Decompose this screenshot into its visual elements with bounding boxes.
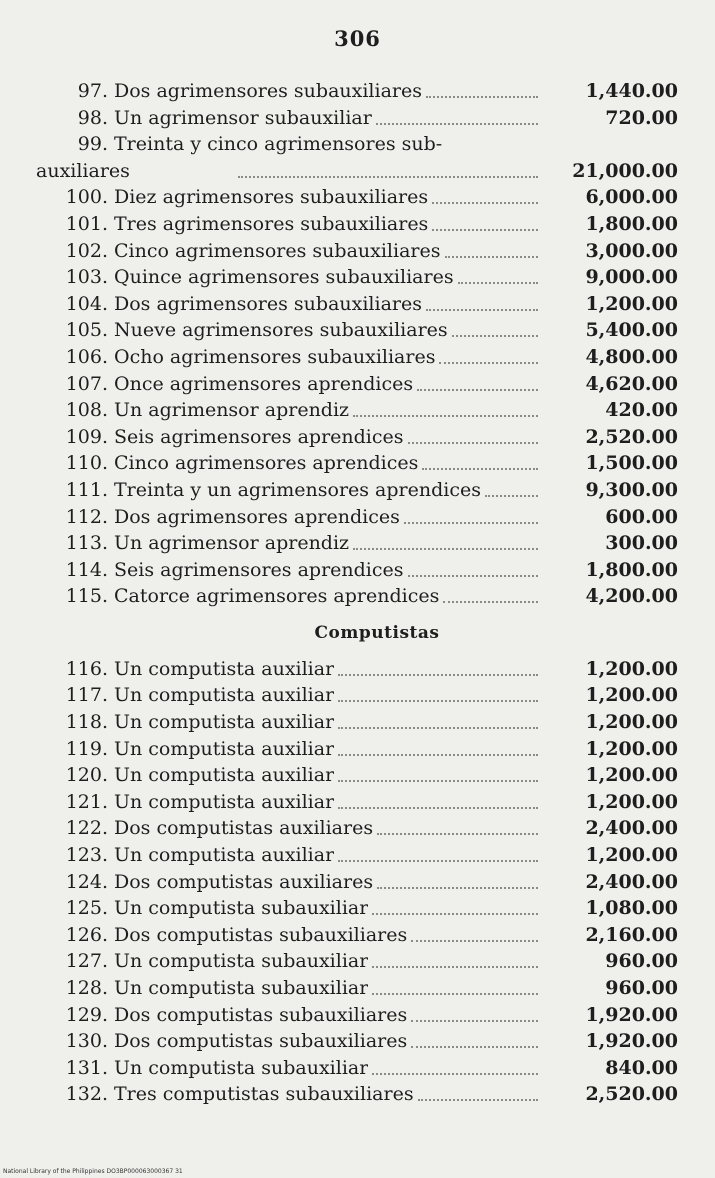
entry-number: 118. <box>65 711 108 734</box>
entry-amount: 1,800.00 <box>585 212 678 235</box>
entry-number: 104. <box>65 292 108 315</box>
entry-amount: 6,000.00 <box>585 186 678 209</box>
dot-leader <box>411 1020 538 1022</box>
dot-leader <box>417 389 538 391</box>
entry-description: Dos computistas subauxiliares <box>114 1003 408 1026</box>
entry-amount: 1,920.00 <box>585 1003 678 1026</box>
entry-description: Catorce agrimensores aprendices <box>114 585 440 608</box>
entry-description: Dos computistas auxiliares <box>114 870 374 893</box>
dot-leader <box>408 442 538 444</box>
entry-row <box>36 158 678 185</box>
entry-description: Dos agrimensores subauxiliares <box>114 80 422 102</box>
entry-description: Un computista auxiliar <box>114 684 335 707</box>
entry-amount: 1,920.00 <box>585 1030 678 1053</box>
entry-number: 129. <box>65 1003 108 1026</box>
entry-description: Un agrimensor aprendiz <box>114 532 350 555</box>
entry-amount: 1,200.00 <box>585 764 678 787</box>
entry-row <box>36 371 678 398</box>
entry-row <box>36 1002 678 1029</box>
entry-amount: 1,200.00 <box>585 711 678 734</box>
dot-leader <box>376 123 538 125</box>
entry-description: Un computista auxiliar <box>114 764 335 787</box>
entry-number: 108. <box>65 399 108 422</box>
entry-amount: 1,200.00 <box>585 790 678 813</box>
dot-leader <box>422 468 538 470</box>
entry-row <box>36 131 678 158</box>
entry-amount: 9,000.00 <box>585 266 678 289</box>
entry-amount: 4,800.00 <box>585 345 678 368</box>
entry-description: Un computista auxiliar <box>114 790 335 813</box>
entry-amount: 5,400.00 <box>585 319 678 342</box>
entry-number: 125. <box>65 897 108 920</box>
dot-leader <box>338 727 538 729</box>
entry-number: 109. <box>65 425 108 448</box>
entry-description: Quince agrimensores subauxiliares <box>114 266 454 289</box>
dot-leader <box>377 833 538 835</box>
entry-row <box>36 344 678 371</box>
dot-leader <box>238 176 538 178</box>
entry-number: 111. <box>65 478 108 501</box>
entry-row <box>36 291 678 318</box>
entry-amount: 1,200.00 <box>585 684 678 707</box>
entry-number: 131. <box>65 1056 108 1079</box>
dot-leader <box>485 495 538 497</box>
entry-row <box>36 709 678 736</box>
entry-amount: 1,800.00 <box>585 558 678 581</box>
dot-leader <box>338 780 538 782</box>
entry-description: Un computista auxiliar <box>114 657 335 680</box>
entry-description: Seis agrimensores aprendices <box>114 558 404 581</box>
dot-leader <box>432 202 538 204</box>
entry-description: Treinta y un agrimensores aprendices <box>114 478 481 501</box>
entry-number: 126. <box>65 923 108 946</box>
entry-amount: 600.00 <box>605 505 678 528</box>
entry-row <box>36 238 678 265</box>
entry-number: 120. <box>65 764 108 787</box>
entry-number: 122. <box>65 817 108 840</box>
dot-leader <box>377 887 538 889</box>
entry-row <box>36 1055 678 1082</box>
entry-row <box>36 424 678 451</box>
entry-amount: 720.00 <box>605 106 678 129</box>
dot-leader <box>338 700 538 702</box>
entry-number: 98. <box>77 106 108 129</box>
dot-leader <box>353 415 538 417</box>
dot-leader <box>338 754 538 756</box>
entry-amount: 2,520.00 <box>585 425 678 448</box>
dot-leader <box>372 913 538 915</box>
entry-row <box>36 1028 678 1055</box>
dot-leader <box>372 993 538 995</box>
scan-footer: National Library of the Philippines DO3BP000063000367 31 <box>3 1168 183 1175</box>
dot-leader <box>439 362 538 364</box>
entry-amount: 1,440.00 <box>585 80 678 102</box>
dot-leader <box>372 966 538 968</box>
entry-amount: 960.00 <box>605 950 678 973</box>
entry-row <box>36 530 678 557</box>
dot-leader <box>418 1099 538 1101</box>
entry-description: Cinco agrimensores subauxiliares <box>114 239 441 262</box>
entry-row <box>36 895 678 922</box>
entry-amount: 960.00 <box>605 977 678 999</box>
page-number: 306 <box>334 26 381 51</box>
dot-leader <box>338 860 538 862</box>
entry-amount: 3,000.00 <box>585 239 678 262</box>
dot-leader <box>338 674 538 676</box>
entry-row <box>36 736 678 763</box>
computista-entries <box>36 656 678 1108</box>
entry-row <box>36 789 678 816</box>
entry-row <box>36 184 678 211</box>
entry-number: 112. <box>65 505 108 528</box>
entry-description: Un computista subauxiliar <box>114 977 369 999</box>
entry-row <box>36 1081 678 1108</box>
entry-amount: 4,620.00 <box>585 372 678 395</box>
appropriation-list <box>36 78 678 1108</box>
entry-number: 130. <box>65 1030 108 1053</box>
entry-description: Seis agrimensores aprendices <box>114 425 404 448</box>
entry-description: Un computista subauxiliar <box>114 897 369 920</box>
entry-description: Nueve agrimensores subauxiliares <box>114 319 448 342</box>
entry-row <box>36 397 678 424</box>
dot-leader <box>445 256 538 258</box>
entry-row <box>36 762 678 789</box>
dot-leader <box>426 96 538 98</box>
entry-amount: 1,080.00 <box>585 897 678 920</box>
dot-leader <box>443 601 538 603</box>
dot-leader <box>353 548 538 550</box>
entry-row <box>36 477 678 504</box>
entry-description: Dos agrimensores aprendices <box>114 505 400 528</box>
entry-description: Ocho agrimensores subauxiliares <box>114 345 436 368</box>
entry-row <box>36 975 678 1002</box>
entry-amount: 4,200.00 <box>585 585 678 608</box>
entry-amount: 1,200.00 <box>585 737 678 760</box>
entry-number: 97. <box>77 80 108 102</box>
dot-leader <box>408 575 538 577</box>
entry-description: Un computista auxiliar <box>114 737 335 760</box>
entry-number: 106. <box>65 345 108 368</box>
entry-description: Un computista subauxiliar <box>114 950 369 973</box>
entry-row <box>36 815 678 842</box>
entry-description: Un agrimensor subauxiliar <box>114 106 372 129</box>
entry-description: Diez agrimensores subauxiliares <box>114 186 429 209</box>
entry-number: 100. <box>65 186 108 209</box>
entry-number: 119. <box>65 737 108 760</box>
entry-row <box>36 557 678 584</box>
entry-amount: 2,400.00 <box>585 870 678 893</box>
dot-leader <box>372 1073 538 1075</box>
dot-leader <box>338 807 538 809</box>
entry-amount: 9,300.00 <box>585 478 678 501</box>
dot-leader <box>452 335 538 337</box>
entry-number: 128. <box>65 977 108 999</box>
dot-leader <box>432 229 538 231</box>
entry-number: 103. <box>65 266 108 289</box>
entry-description: Un computista subauxiliar <box>114 1056 369 1079</box>
entry-row <box>36 450 678 477</box>
entry-number: 102. <box>65 239 108 262</box>
entry-number: 114. <box>65 558 108 581</box>
entry-description: auxiliares <box>36 159 130 182</box>
entry-number: 117. <box>65 684 108 707</box>
entry-row <box>36 842 678 869</box>
entry-amount: 2,400.00 <box>585 817 678 840</box>
entry-row <box>36 922 678 949</box>
entry-amount: 1,200.00 <box>585 844 678 867</box>
entry-row <box>36 504 678 531</box>
entry-amount: 2,520.00 <box>585 1083 678 1106</box>
dot-leader <box>411 940 538 942</box>
entry-number: 124. <box>65 870 108 893</box>
entry-amount: 1,500.00 <box>585 452 678 475</box>
entry-description: Tres computistas subauxiliares <box>114 1083 414 1106</box>
entry-amount: 1,200.00 <box>585 292 678 315</box>
entry-row <box>36 948 678 975</box>
entry-description: Dos agrimensores subauxiliares <box>114 292 422 315</box>
entry-number: 115. <box>65 585 108 608</box>
entry-row <box>36 682 678 709</box>
entry-amount: 840.00 <box>605 1056 678 1079</box>
entry-row <box>36 583 678 610</box>
entry-number: 110. <box>65 452 108 475</box>
entry-number: 107. <box>65 372 108 395</box>
dot-leader <box>458 282 538 284</box>
entry-description: Un computista auxiliar <box>114 844 335 867</box>
entry-description: Once agrimensores aprendices <box>114 372 414 395</box>
entry-description: Treinta y cinco agrimensores sub- <box>114 133 443 156</box>
entry-number: 121. <box>65 790 108 813</box>
entry-row <box>36 105 678 132</box>
entry-row <box>36 869 678 896</box>
entry-number: 113. <box>65 532 108 555</box>
entry-description: Un agrimensor aprendiz <box>114 399 350 422</box>
dot-leader <box>426 309 538 311</box>
entry-number: 99. <box>77 133 108 156</box>
entry-number: 127. <box>65 950 108 973</box>
section-heading: Computistas <box>314 622 440 643</box>
surveyor-entries <box>36 78 678 610</box>
entry-row <box>36 78 678 105</box>
entry-description: Un computista auxiliar <box>114 711 335 734</box>
entry-number: 123. <box>65 844 108 867</box>
dot-leader <box>411 1046 538 1048</box>
entry-description: Dos computistas subauxiliares <box>114 923 408 946</box>
entry-amount: 420.00 <box>605 399 678 422</box>
entry-number: 101. <box>65 212 108 235</box>
entry-row <box>36 211 678 238</box>
entry-row <box>36 317 678 344</box>
dot-leader <box>404 522 538 524</box>
entry-number: 132. <box>65 1083 108 1106</box>
entry-row <box>36 656 678 683</box>
entry-number: 105. <box>65 319 108 342</box>
entry-amount: 300.00 <box>605 532 678 555</box>
entry-description: Tres agrimensores subauxiliares <box>114 212 429 235</box>
entry-number: 116. <box>65 657 108 680</box>
entry-amount: 21,000.00 <box>572 159 678 182</box>
entry-amount: 1,200.00 <box>585 657 678 680</box>
entry-amount: 2,160.00 <box>585 923 678 946</box>
entry-description: Cinco agrimensores aprendices <box>114 452 419 475</box>
entry-row <box>36 264 678 291</box>
entry-description: Dos computistas subauxiliares <box>114 1030 408 1053</box>
entry-description: Dos computistas auxiliares <box>114 817 374 840</box>
